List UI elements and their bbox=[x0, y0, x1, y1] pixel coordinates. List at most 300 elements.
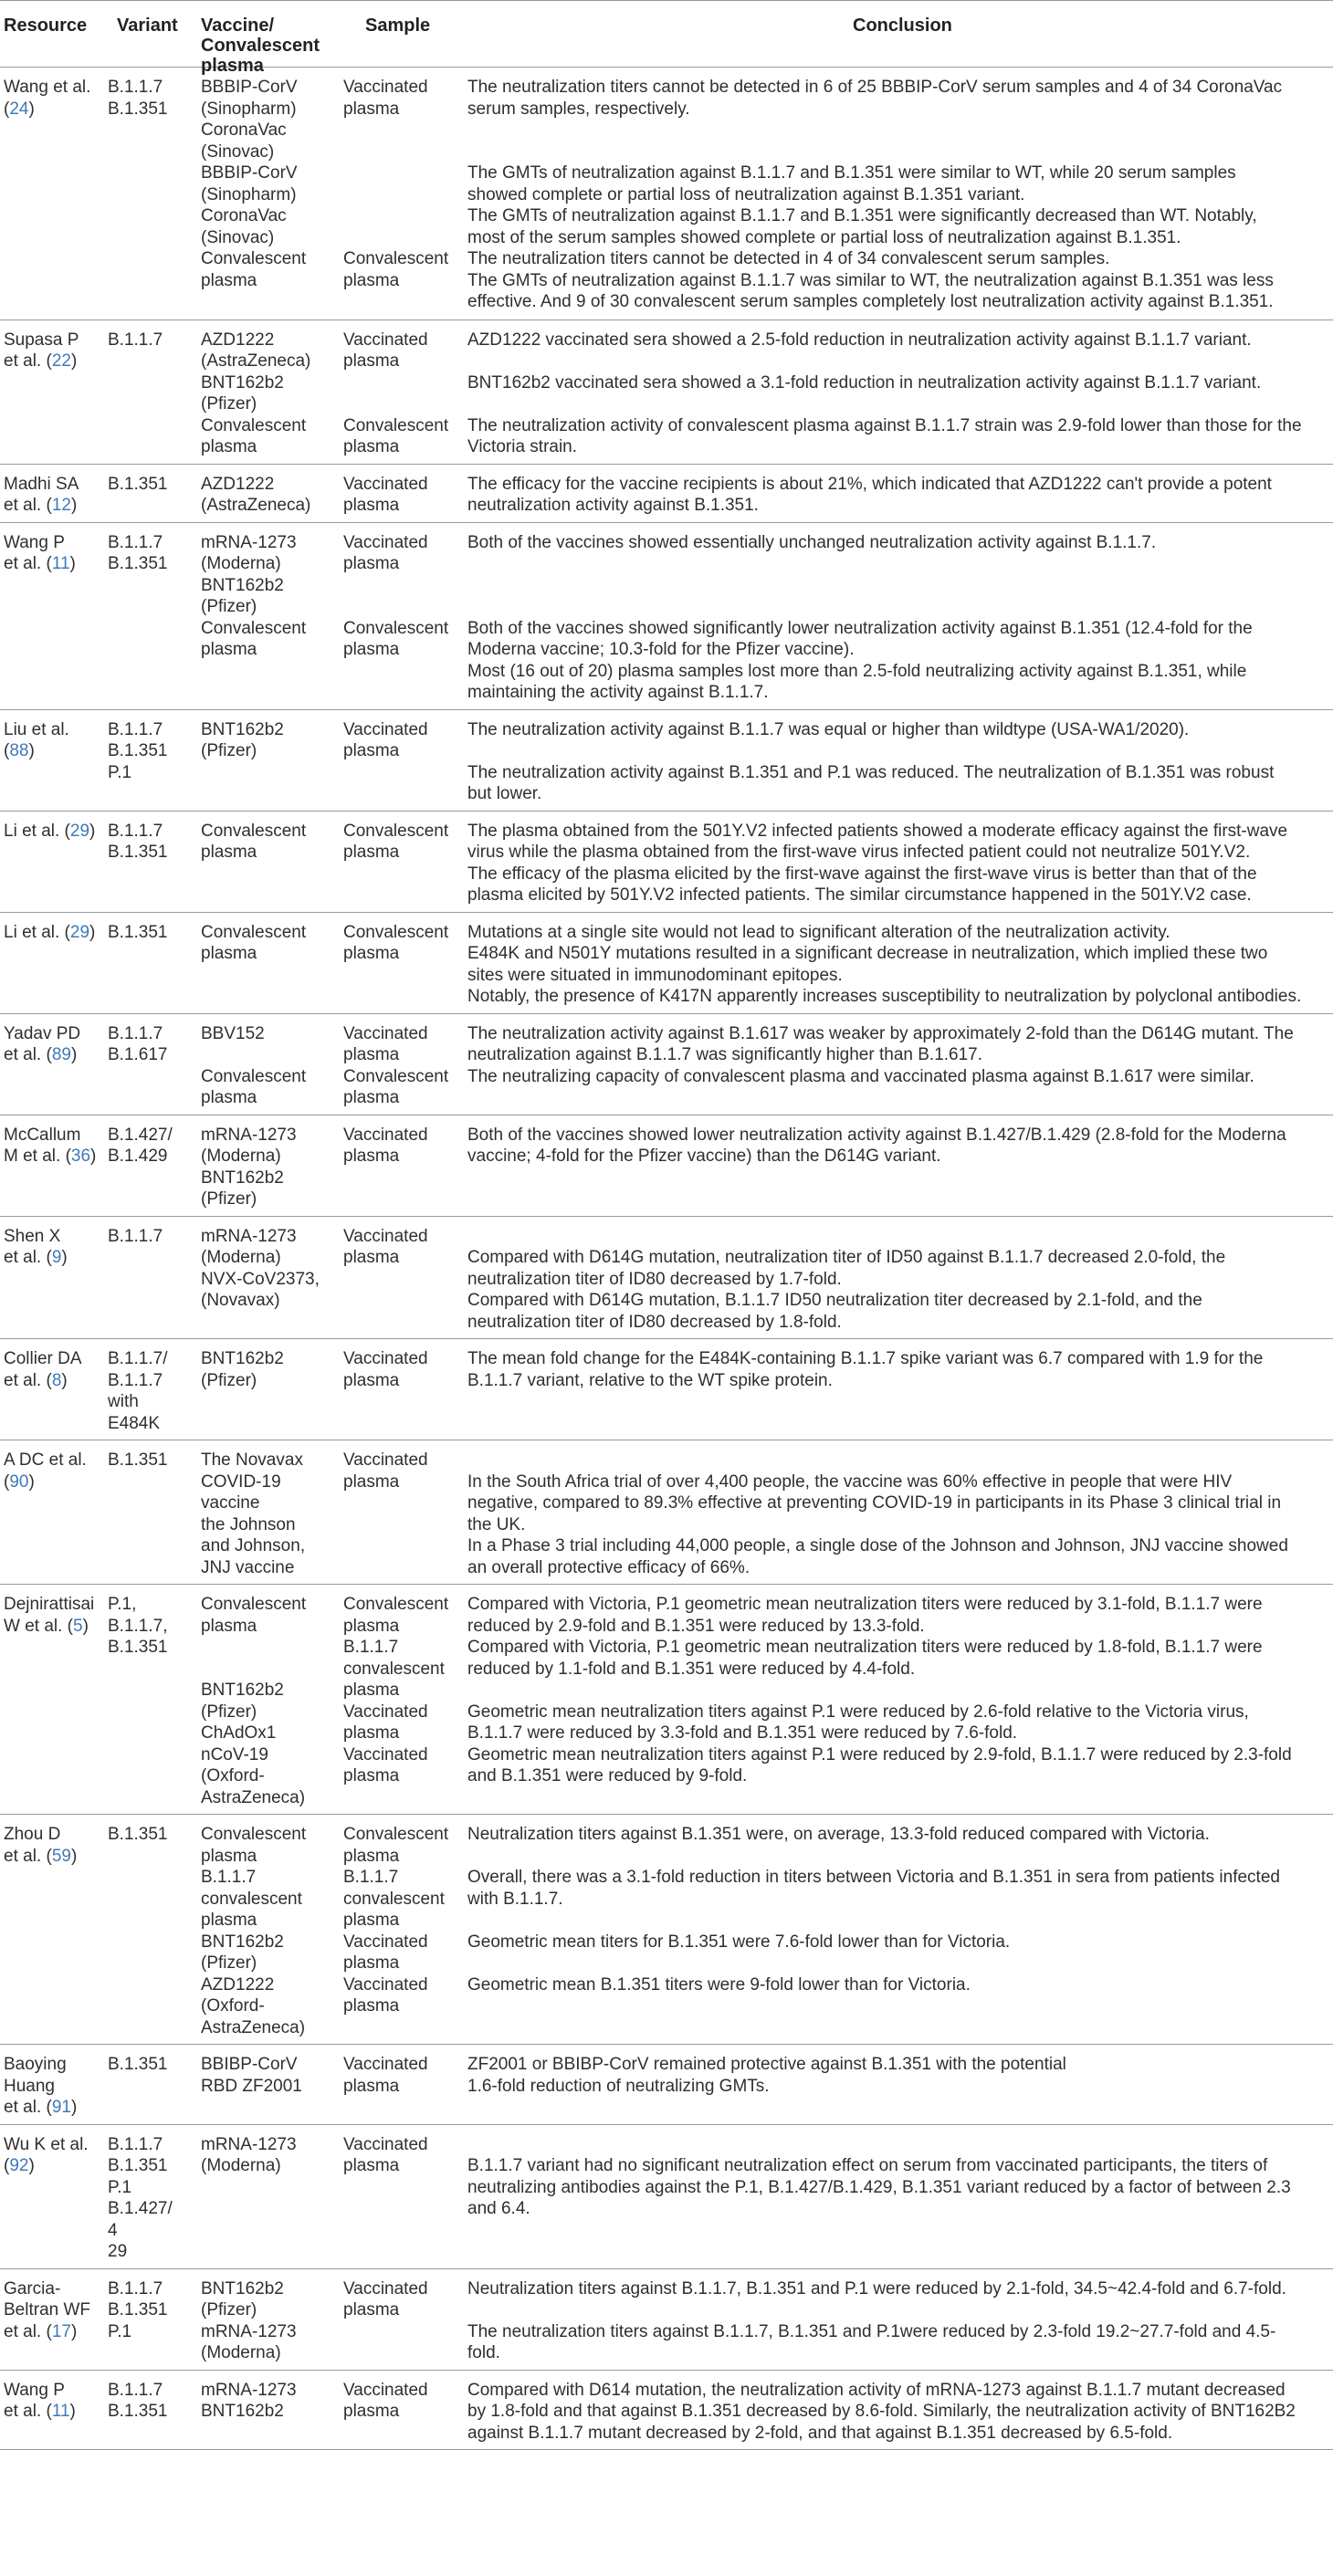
vaccine-cell-line: NVX-CoV2373, bbox=[201, 1269, 320, 1289]
variant-cell bbox=[108, 1226, 192, 1248]
resource-text: Wang P bbox=[4, 2380, 65, 2400]
resource-text: ) bbox=[89, 922, 96, 942]
vaccine-cell-line: and Johnson, bbox=[201, 1536, 306, 1555]
vaccine-cell-line: BBIBP-CorV bbox=[201, 2055, 298, 2074]
conclusion-cell-line: Moderna vaccine; 10.3-fold for the Pfizer vaccine). bbox=[467, 640, 855, 659]
conclusion-cell-line: Geometric mean neutralization titers against P.1 were reduced by 2.6-fold relative to the Victoria virus, bbox=[467, 1702, 1249, 1722]
resource-text: ( bbox=[4, 99, 10, 119]
vaccine-cell-line: (Moderna) bbox=[201, 2343, 281, 2362]
vaccine-cell-line: BBBIP-CorV bbox=[201, 78, 298, 97]
resource-cell bbox=[4, 1125, 104, 1168]
conclusion-cell-line: Mutations at a single site would not lead to significant alteration of the neutralization activity. bbox=[467, 922, 1170, 942]
variant-line: B.1.351 bbox=[108, 554, 168, 573]
sample-cell-line: Vaccinated bbox=[343, 1974, 428, 1995]
resource-text: ( bbox=[4, 741, 10, 760]
resource-line bbox=[4, 2097, 104, 2119]
resource-text: ) bbox=[61, 1248, 68, 1267]
table-row bbox=[0, 811, 1333, 913]
conclusion-cell-line: and 6.4. bbox=[467, 2199, 530, 2218]
conclusion-cell-line: Compared with D614G mutation, neutralization titer of ID50 against B.1.1.7 decreased 2.0-fold, the bbox=[467, 1248, 1226, 1267]
resource-cell bbox=[4, 1023, 104, 1066]
conclusion-cell-line: neutralization against B.1.1.7 was significantly higher than B.1.617. bbox=[467, 1045, 983, 1064]
resource-text: Supasa P bbox=[4, 330, 79, 350]
sample-cell bbox=[343, 1594, 469, 1702]
conclusion-cell bbox=[467, 1125, 1326, 1168]
sample-cell-line: B.1.1.7 bbox=[343, 1638, 399, 1657]
resource-text: ( bbox=[4, 1471, 10, 1492]
resource-text: et al. ( bbox=[4, 1370, 52, 1390]
reference-link[interactable]: 24 bbox=[9, 99, 29, 119]
conclusion-cell-line: serum samples, respectively. bbox=[467, 99, 690, 119]
reference-link[interactable]: 59 bbox=[51, 1846, 71, 1866]
sample-cell-line: Convalescent bbox=[343, 1066, 449, 1086]
vaccine-cell bbox=[201, 1226, 338, 1312]
vaccine-cell-line: ChAdOx1 bbox=[201, 1723, 277, 1743]
sample-cell bbox=[343, 1348, 469, 1391]
resource-text: ) bbox=[89, 821, 96, 841]
sample-cell-line: Vaccinated bbox=[343, 719, 428, 739]
sample-cell-line: B.1.1.7 bbox=[343, 1868, 399, 1887]
sample-cell-line: plasma bbox=[343, 1045, 400, 1064]
resource-text: et al. ( bbox=[4, 351, 52, 371]
resource-text: et al. ( bbox=[4, 554, 52, 573]
sample-cell bbox=[343, 1824, 469, 2017]
variant-cell bbox=[108, 719, 192, 784]
conclusion-cell bbox=[467, 77, 1326, 120]
variant-cell bbox=[108, 1125, 192, 1168]
vaccine-cell-line: Convalescent bbox=[201, 922, 307, 942]
resource-text: W et al. ( bbox=[4, 1616, 74, 1636]
sample-cell bbox=[343, 1450, 469, 1492]
vaccine-cell-line: mRNA-1273 bbox=[201, 2321, 297, 2341]
conclusion-cell bbox=[467, 762, 1326, 805]
vaccine-cell-line: BBBIP-CorV bbox=[201, 163, 298, 183]
resource-text: ( bbox=[4, 2156, 10, 2175]
conclusion-cell bbox=[467, 821, 1326, 906]
resource-line bbox=[4, 1824, 104, 1846]
sample-cell-line: Convalescent bbox=[343, 1595, 449, 1614]
vaccine-cell-line: Convalescent bbox=[201, 1595, 307, 1614]
conclusion-cell-line: neutralization titer of ID80 decreased by 1.7-fold. bbox=[467, 1269, 842, 1289]
resource-text: Madhi SA bbox=[4, 474, 79, 494]
sample-cell-line: Vaccinated bbox=[343, 1450, 428, 1470]
sample-cell-line: plasma bbox=[343, 1681, 400, 1700]
conclusion-cell-line: Compared with Victoria, P.1 geometric mean neutralization titers were reduced by 3.1-fold, B.1.1.7 were bbox=[467, 1595, 1263, 1614]
resource-text: et al. ( bbox=[4, 1045, 52, 1064]
resource-cell bbox=[4, 2054, 104, 2119]
resource-cell bbox=[4, 922, 104, 944]
conclusion-cell-line: Compared with D614 mutation, the neutralization activity of mRNA-1273 against B.1.1.7 mutant decreased bbox=[467, 2380, 1286, 2400]
vaccine-cell-line: The Novavax bbox=[201, 1450, 303, 1470]
vaccine-cell bbox=[201, 1125, 338, 1210]
table-row bbox=[0, 1338, 1333, 1440]
reference-link[interactable]: 92 bbox=[9, 2156, 29, 2175]
conclusion-cell bbox=[467, 1932, 1326, 1953]
vaccine-cell-line: plasma bbox=[201, 1616, 257, 1636]
conclusion-cell bbox=[467, 248, 1326, 313]
conclusion-cell-line: Geometric mean neutralization titers against P.1 were reduced by 2.9-fold, B.1.1.7 were reduced by 2.3-fold bbox=[467, 1744, 1292, 1764]
conclusion-cell-line: showed complete or partial loss of neutralization against B.1.351 variant. bbox=[467, 184, 1025, 204]
sample-cell-line: plasma bbox=[343, 99, 400, 119]
vaccine-cell-line: plasma bbox=[201, 944, 257, 963]
variant-cell bbox=[108, 1450, 192, 1471]
conclusion-cell-line: sites were situated in immunodominant epitopes. bbox=[467, 965, 843, 985]
conclusion-cell-line: an overall protective efficacy of 66%. bbox=[467, 1557, 750, 1577]
resource-text: et al. ( bbox=[4, 1846, 52, 1866]
variant-cell bbox=[108, 1594, 192, 1659]
reference-link[interactable]: 11 bbox=[51, 2402, 70, 2421]
vaccine-cell bbox=[201, 1450, 338, 1578]
reference-link[interactable]: 11 bbox=[51, 554, 70, 573]
resource-line bbox=[4, 1370, 104, 1392]
resource-line bbox=[4, 2134, 104, 2156]
sample-cell-line: plasma bbox=[343, 1846, 400, 1866]
sample-cell bbox=[343, 2278, 469, 2321]
conclusion-cell bbox=[467, 1594, 1326, 1680]
sample-cell-line: plasma bbox=[343, 1616, 400, 1636]
vaccine-cell-line: AZD1222 bbox=[201, 330, 275, 350]
resource-text: Zhou D bbox=[4, 1825, 61, 1844]
table-row bbox=[0, 1440, 1333, 1585]
vaccine-cell bbox=[201, 1594, 338, 1808]
variant-line: B.1.351 bbox=[108, 922, 168, 942]
resource-text: ) bbox=[70, 351, 78, 371]
sample-cell-line: Convalescent bbox=[343, 821, 449, 841]
vaccine-cell-line: (Novavax) bbox=[201, 1291, 280, 1310]
conclusion-cell bbox=[467, 1348, 1326, 1391]
variant-line: B.1.351 bbox=[108, 1638, 168, 1657]
conclusion-cell-line: AZD1222 vaccinated sera showed a 2.5-fold reduction in neutralization activity against B.1.1.7 variant. bbox=[467, 330, 1252, 350]
vaccine-cell-line: mRNA-1273 bbox=[201, 532, 297, 552]
variant-line: B.1.1.7 bbox=[108, 2380, 163, 2400]
header-sample: Sample bbox=[365, 16, 431, 36]
header-vaccine-line: plasma bbox=[201, 56, 264, 76]
conclusion-cell-line: Neutralization titers against B.1.1.7, B.1.351 and P.1 were reduced by 2.1-fold, 34.5~42.4-fold and 6.7-fold. bbox=[467, 2278, 1286, 2299]
variant-cell bbox=[108, 532, 192, 575]
sample-cell bbox=[343, 474, 469, 517]
resource-line bbox=[4, 495, 104, 517]
conclusion-cell-line: The neutralization titers cannot be detected in 4 of 34 convalescent serum samples. bbox=[467, 249, 1110, 268]
resource-text: Li et al. ( bbox=[4, 821, 70, 841]
resource-text: ) bbox=[82, 1616, 89, 1636]
resource-text: ) bbox=[28, 1471, 35, 1492]
sample-cell bbox=[343, 922, 469, 965]
variant-line: B.1.1.7 bbox=[108, 1370, 163, 1390]
vaccine-cell-line: BNT162b2 bbox=[201, 2402, 284, 2421]
vaccine-cell-line: (Oxford- bbox=[201, 1996, 265, 2016]
variant-line: B.1.1.7 bbox=[108, 78, 163, 97]
resource-cell bbox=[4, 1450, 104, 1492]
resource-text: Wang P bbox=[4, 532, 65, 552]
table-row bbox=[0, 2268, 1333, 2371]
reference-link[interactable]: 89 bbox=[51, 1045, 71, 1064]
vaccine-cell-line: Convalescent bbox=[201, 1825, 307, 1844]
vaccine-cell-line: vaccine bbox=[201, 1493, 260, 1513]
reference-link[interactable]: 5 bbox=[73, 1616, 83, 1636]
resource-line bbox=[4, 2278, 104, 2300]
reference-link[interactable]: 22 bbox=[51, 351, 71, 371]
resource-text: Wang et al. bbox=[4, 78, 91, 97]
header-resource: Resource bbox=[4, 16, 88, 36]
sample-cell-line: plasma bbox=[343, 1370, 400, 1390]
resource-line bbox=[4, 330, 104, 351]
conclusion-cell-line: with B.1.1.7. bbox=[467, 1889, 563, 1909]
conclusion-cell-line: vaccine; 4-fold for the Pfizer vaccine) than the D614G variant. bbox=[467, 1147, 941, 1166]
conclusion-cell bbox=[467, 372, 1326, 394]
sample-cell-line: Vaccinated bbox=[343, 1226, 428, 1246]
sample-cell-line: plasma bbox=[343, 554, 400, 573]
sample-cell-line: Vaccinated bbox=[343, 2278, 428, 2299]
sample-cell-line: Vaccinated bbox=[343, 1932, 428, 1952]
resource-cell bbox=[4, 2380, 104, 2423]
conclusion-cell bbox=[467, 162, 1326, 205]
reference-link[interactable]: 29 bbox=[69, 821, 90, 841]
resource-text: et al. ( bbox=[4, 2402, 52, 2421]
resource-cell bbox=[4, 77, 104, 120]
resource-line bbox=[4, 351, 104, 372]
conclusion-cell-line: The efficacy for the vaccine recipients is about 21%, which indicated that AZD1222 can't provide a potent bbox=[467, 474, 1272, 494]
reference-link[interactable]: 88 bbox=[9, 741, 29, 760]
resource-line bbox=[4, 1471, 104, 1493]
vaccine-cell bbox=[201, 719, 338, 762]
conclusion-cell-line: Geometric mean titers for B.1.351 were 7.6-fold lower than for Victoria. bbox=[467, 1932, 1011, 1952]
table-row bbox=[0, 319, 1333, 465]
variant-line: with bbox=[108, 1392, 139, 1411]
variant-line: P.1 bbox=[108, 762, 132, 782]
sample-cell-line: plasma bbox=[343, 2156, 400, 2175]
resource-line bbox=[4, 740, 104, 762]
resource-line bbox=[4, 77, 104, 99]
resource-line bbox=[4, 821, 104, 843]
resource-text: ) bbox=[28, 741, 35, 760]
resource-text: ) bbox=[70, 1846, 78, 1866]
sample-cell bbox=[343, 821, 469, 864]
vaccine-cell-line: (Sinovac) bbox=[201, 141, 275, 162]
table-row bbox=[0, 2370, 1333, 2451]
reference-link[interactable]: 17 bbox=[51, 2321, 71, 2341]
resource-cell bbox=[4, 330, 104, 372]
table-row bbox=[0, 522, 1333, 710]
vaccine-cell-line: Convalescent bbox=[201, 618, 307, 638]
sample-cell-line: plasma bbox=[343, 1953, 400, 1973]
conclusion-cell bbox=[467, 1247, 1326, 1333]
conclusion-cell-line: most of the serum samples showed complete or partial loss of neutralization against B.1.351. bbox=[467, 227, 1181, 247]
sample-cell-line: Vaccinated bbox=[343, 474, 428, 494]
vaccine-cell-line bbox=[201, 1044, 338, 1066]
resource-text: ) bbox=[70, 2321, 78, 2341]
sample-cell-line: plasma bbox=[343, 944, 400, 963]
sample-cell bbox=[343, 2380, 469, 2423]
vaccine-cell-line bbox=[201, 1659, 338, 1681]
vaccine-cell-line: (Pfizer) bbox=[201, 2300, 257, 2319]
sample-cell-line: convalescent bbox=[343, 1659, 445, 1679]
conclusion-cell-line: against B.1.1.7 mutant decreased by 2-fold, and that against B.1.351 decreased by 6.5-fold. bbox=[467, 2423, 1173, 2443]
reference-link[interactable]: 29 bbox=[69, 922, 90, 942]
sample-cell-line: Convalescent bbox=[343, 618, 449, 638]
resource-text: Baoying bbox=[4, 2055, 67, 2074]
vaccine-cell-line: Convalescent bbox=[201, 415, 307, 435]
vaccine-cell-line: (Sinopharm) bbox=[201, 99, 297, 119]
variant-line: B.1.351 bbox=[108, 2300, 168, 2319]
sample-cell bbox=[343, 1702, 469, 1787]
vaccine-cell-line: plasma bbox=[201, 437, 257, 456]
vaccine-cell-line: BNT162b2 bbox=[201, 1349, 284, 1368]
variant-cell bbox=[108, 77, 192, 120]
resource-text: Collier DA bbox=[4, 1349, 82, 1368]
resource-text: Huang bbox=[4, 2076, 55, 2096]
resource-line bbox=[4, 1348, 104, 1370]
conclusion-cell bbox=[467, 1023, 1326, 1088]
vaccine-cell bbox=[201, 1023, 338, 1109]
sample-cell-line: plasma bbox=[343, 270, 400, 290]
vaccine-cell-line: RBD ZF2001 bbox=[201, 2076, 302, 2096]
variant-line: B.1.617 bbox=[108, 1045, 168, 1064]
conclusion-cell-line: The neutralizing capacity of convalescent plasma and vaccinated plasma against B.1.617 were similar. bbox=[467, 1066, 1254, 1086]
resource-cell bbox=[4, 1348, 104, 1391]
resource-line bbox=[4, 99, 104, 120]
sample-cell-line: plasma bbox=[343, 2402, 400, 2421]
sample-cell-line: Vaccinated bbox=[343, 1125, 428, 1145]
conclusion-cell-line: The neutralization titers cannot be detected in 6 of 25 BBBIP-CorV serum samples and 4 of 34 CoronaVac bbox=[467, 78, 1283, 97]
vaccine-cell-line: BBV152 bbox=[201, 1023, 265, 1043]
variant-cell bbox=[108, 922, 192, 944]
conclusion-cell-line: The GMTs of neutralization against B.1.1.7 and B.1.351 were significantly decreased than WT. Notably, bbox=[467, 206, 1257, 225]
sample-cell-line: Vaccinated bbox=[343, 2055, 428, 2074]
resource-text: Dejnirattisai bbox=[4, 1595, 95, 1614]
vaccine-cell-line: AZD1222 bbox=[201, 474, 275, 494]
conclusion-cell-line: neutralization activity against B.1.351. bbox=[467, 496, 759, 515]
vaccine-cell-line: BNT162b2 bbox=[201, 719, 284, 739]
variant-line: B.1.1.7 bbox=[108, 330, 163, 350]
sample-cell-line: plasma bbox=[343, 1248, 400, 1267]
conclusion-cell bbox=[467, 474, 1326, 517]
sample-cell-line: plasma bbox=[343, 2076, 400, 2096]
vaccine-cell-line bbox=[201, 1637, 338, 1659]
variant-line: B.1.351 bbox=[108, 741, 168, 760]
sample-cell bbox=[343, 719, 469, 762]
reference-link[interactable]: 90 bbox=[9, 1471, 29, 1492]
variant-line: B.1.1.7 bbox=[108, 2134, 163, 2154]
variant-line: B.1.351 bbox=[108, 2156, 168, 2175]
conclusion-cell-line: B.1.1.7 variant, relative to the WT spike protein. bbox=[467, 1370, 833, 1390]
reference-link[interactable]: 12 bbox=[51, 496, 71, 515]
table-row bbox=[0, 68, 1333, 319]
resource-text: M et al. ( bbox=[4, 1147, 71, 1166]
vaccine-cell bbox=[201, 2380, 338, 2423]
sample-cell bbox=[343, 248, 469, 291]
resource-cell bbox=[4, 532, 104, 575]
table-row bbox=[0, 1115, 1333, 1217]
reference-link[interactable]: 91 bbox=[51, 2098, 71, 2117]
sample-cell bbox=[343, 2134, 469, 2177]
vaccine-cell-line: plasma bbox=[201, 270, 257, 290]
variant-line: P.1 bbox=[108, 2177, 132, 2197]
variant-cell bbox=[108, 2380, 192, 2423]
vaccine-cell bbox=[201, 2134, 338, 2177]
conclusion-cell-line: Victoria strain. bbox=[467, 437, 578, 456]
sample-cell-line: Vaccinated bbox=[343, 1744, 428, 1764]
conclusion-cell-line: The neutralization activity against B.1.1.7 was equal or higher than wildtype (USA-WA1/2020). bbox=[467, 719, 1190, 739]
conclusion-cell-line: fold. bbox=[467, 2343, 500, 2362]
sample-cell-line: Vaccinated bbox=[343, 1702, 428, 1722]
conclusion-cell bbox=[467, 330, 1326, 351]
sample-cell bbox=[343, 1023, 469, 1109]
vaccine-cell-line: BNT162b2 bbox=[201, 2278, 284, 2299]
conclusion-cell-line: In the South Africa trial of over 4,400 people, the vaccine was 60% effective in people that were HIV bbox=[467, 1471, 1233, 1492]
variant-line: B.1.1.7 bbox=[108, 1023, 163, 1043]
header-vaccine-line: Vaccine/ bbox=[201, 16, 275, 36]
vaccine-cell-line: mRNA-1273 bbox=[201, 2380, 297, 2400]
vaccine-cell-line: (Pfizer) bbox=[201, 394, 257, 414]
conclusion-cell-line: 1.6-fold reduction of neutralizing GMTs. bbox=[467, 2076, 770, 2096]
resource-text: McCallum bbox=[4, 1125, 81, 1145]
variant-line: B.1.351 bbox=[108, 99, 168, 119]
variant-cell bbox=[108, 330, 192, 351]
resource-text: et al. ( bbox=[4, 1248, 52, 1267]
sample-cell bbox=[343, 532, 469, 575]
vaccine-cell-line: (Moderna) bbox=[201, 1147, 281, 1166]
variant-line: B.1.351 bbox=[108, 474, 168, 494]
resource-text: et al. ( bbox=[4, 2321, 52, 2341]
reference-link[interactable]: 9 bbox=[51, 1248, 62, 1267]
variant-cell bbox=[108, 2134, 192, 2263]
conclusion-cell bbox=[467, 532, 1326, 554]
sample-cell bbox=[343, 77, 469, 120]
conclusion-cell-line: reduced by 1.1-fold and B.1.351 were reduced by 4.4-fold. bbox=[467, 1659, 916, 1679]
reference-link[interactable]: 36 bbox=[70, 1147, 91, 1166]
resource-line bbox=[4, 1846, 104, 1868]
conclusion-cell-line: Compared with D614G mutation, B.1.1.7 ID50 neutralization titer decreased by 2.1-fold, and the bbox=[467, 1291, 1202, 1310]
conclusion-cell bbox=[467, 205, 1326, 248]
conclusion-cell-line: virus while the plasma obtained from the first-wave virus infected patient could not neutralize 501Y.V2. bbox=[467, 843, 1251, 862]
conclusion-cell bbox=[467, 415, 1326, 458]
reference-link[interactable]: 8 bbox=[51, 1370, 62, 1390]
vaccine-cell-line: (Pfizer) bbox=[201, 1702, 257, 1722]
vaccine-cell-line: mRNA-1273 bbox=[201, 1125, 297, 1145]
resource-text: ) bbox=[61, 1370, 68, 1390]
conclusion-cell-line: negative, compared to 89.3% effective at preventing COVID-19 in participants in its Phase 3 clinical trial in bbox=[467, 1493, 1282, 1513]
variant-line: 29 bbox=[108, 2242, 128, 2261]
conclusion-cell-line: reduced by 2.9-fold and B.1.351 were reduced by 13.3-fold. bbox=[467, 1616, 925, 1636]
resource-text: ) bbox=[70, 2098, 78, 2117]
variant-line: 4 bbox=[108, 2220, 118, 2240]
resource-line bbox=[4, 719, 104, 741]
resource-text: Li et al. ( bbox=[4, 922, 70, 942]
sample-cell bbox=[343, 2054, 469, 2097]
sample-cell bbox=[343, 618, 469, 661]
sample-cell-line: Convalescent bbox=[343, 922, 449, 942]
vaccine-cell-line: (AstraZeneca) bbox=[201, 351, 311, 371]
resource-line bbox=[4, 1125, 104, 1147]
resource-line bbox=[4, 2321, 104, 2343]
variant-line: P.1, bbox=[108, 1595, 137, 1614]
conclusion-cell-line: Compared with Victoria, P.1 geometric mean neutralization titers were reduced by 1.8-fold, B.1.1.7 were bbox=[467, 1638, 1263, 1657]
resource-text: ) bbox=[90, 1147, 97, 1166]
table-row bbox=[0, 1814, 1333, 2045]
resource-text: ) bbox=[70, 496, 78, 515]
vaccine-cell-line: (Pfizer) bbox=[201, 597, 257, 616]
resource-line bbox=[4, 1023, 104, 1045]
conclusion-cell-line: maintaining the activity against B.1.1.7. bbox=[467, 683, 769, 702]
conclusion-cell-line: The GMTs of neutralization against B.1.1.7 was similar to WT, the neutralization against B.1.351 was less bbox=[467, 270, 1274, 290]
variant-line: B.1.427/ bbox=[108, 1125, 173, 1145]
sample-cell-line: convalescent bbox=[343, 1889, 445, 1909]
conclusion-cell-line: ZF2001 or BBIBP-CorV remained protective against B.1.351 with the potential bbox=[467, 2055, 1066, 2074]
resource-cell bbox=[4, 1226, 104, 1269]
resource-line bbox=[4, 922, 104, 944]
conclusion-cell-line: In a Phase 3 trial including 44,000 people, a single dose of the Johnson and Johnson, JNJ vaccine showed bbox=[467, 1536, 1288, 1555]
vaccine-cell-line: BNT162b2 bbox=[201, 372, 284, 393]
